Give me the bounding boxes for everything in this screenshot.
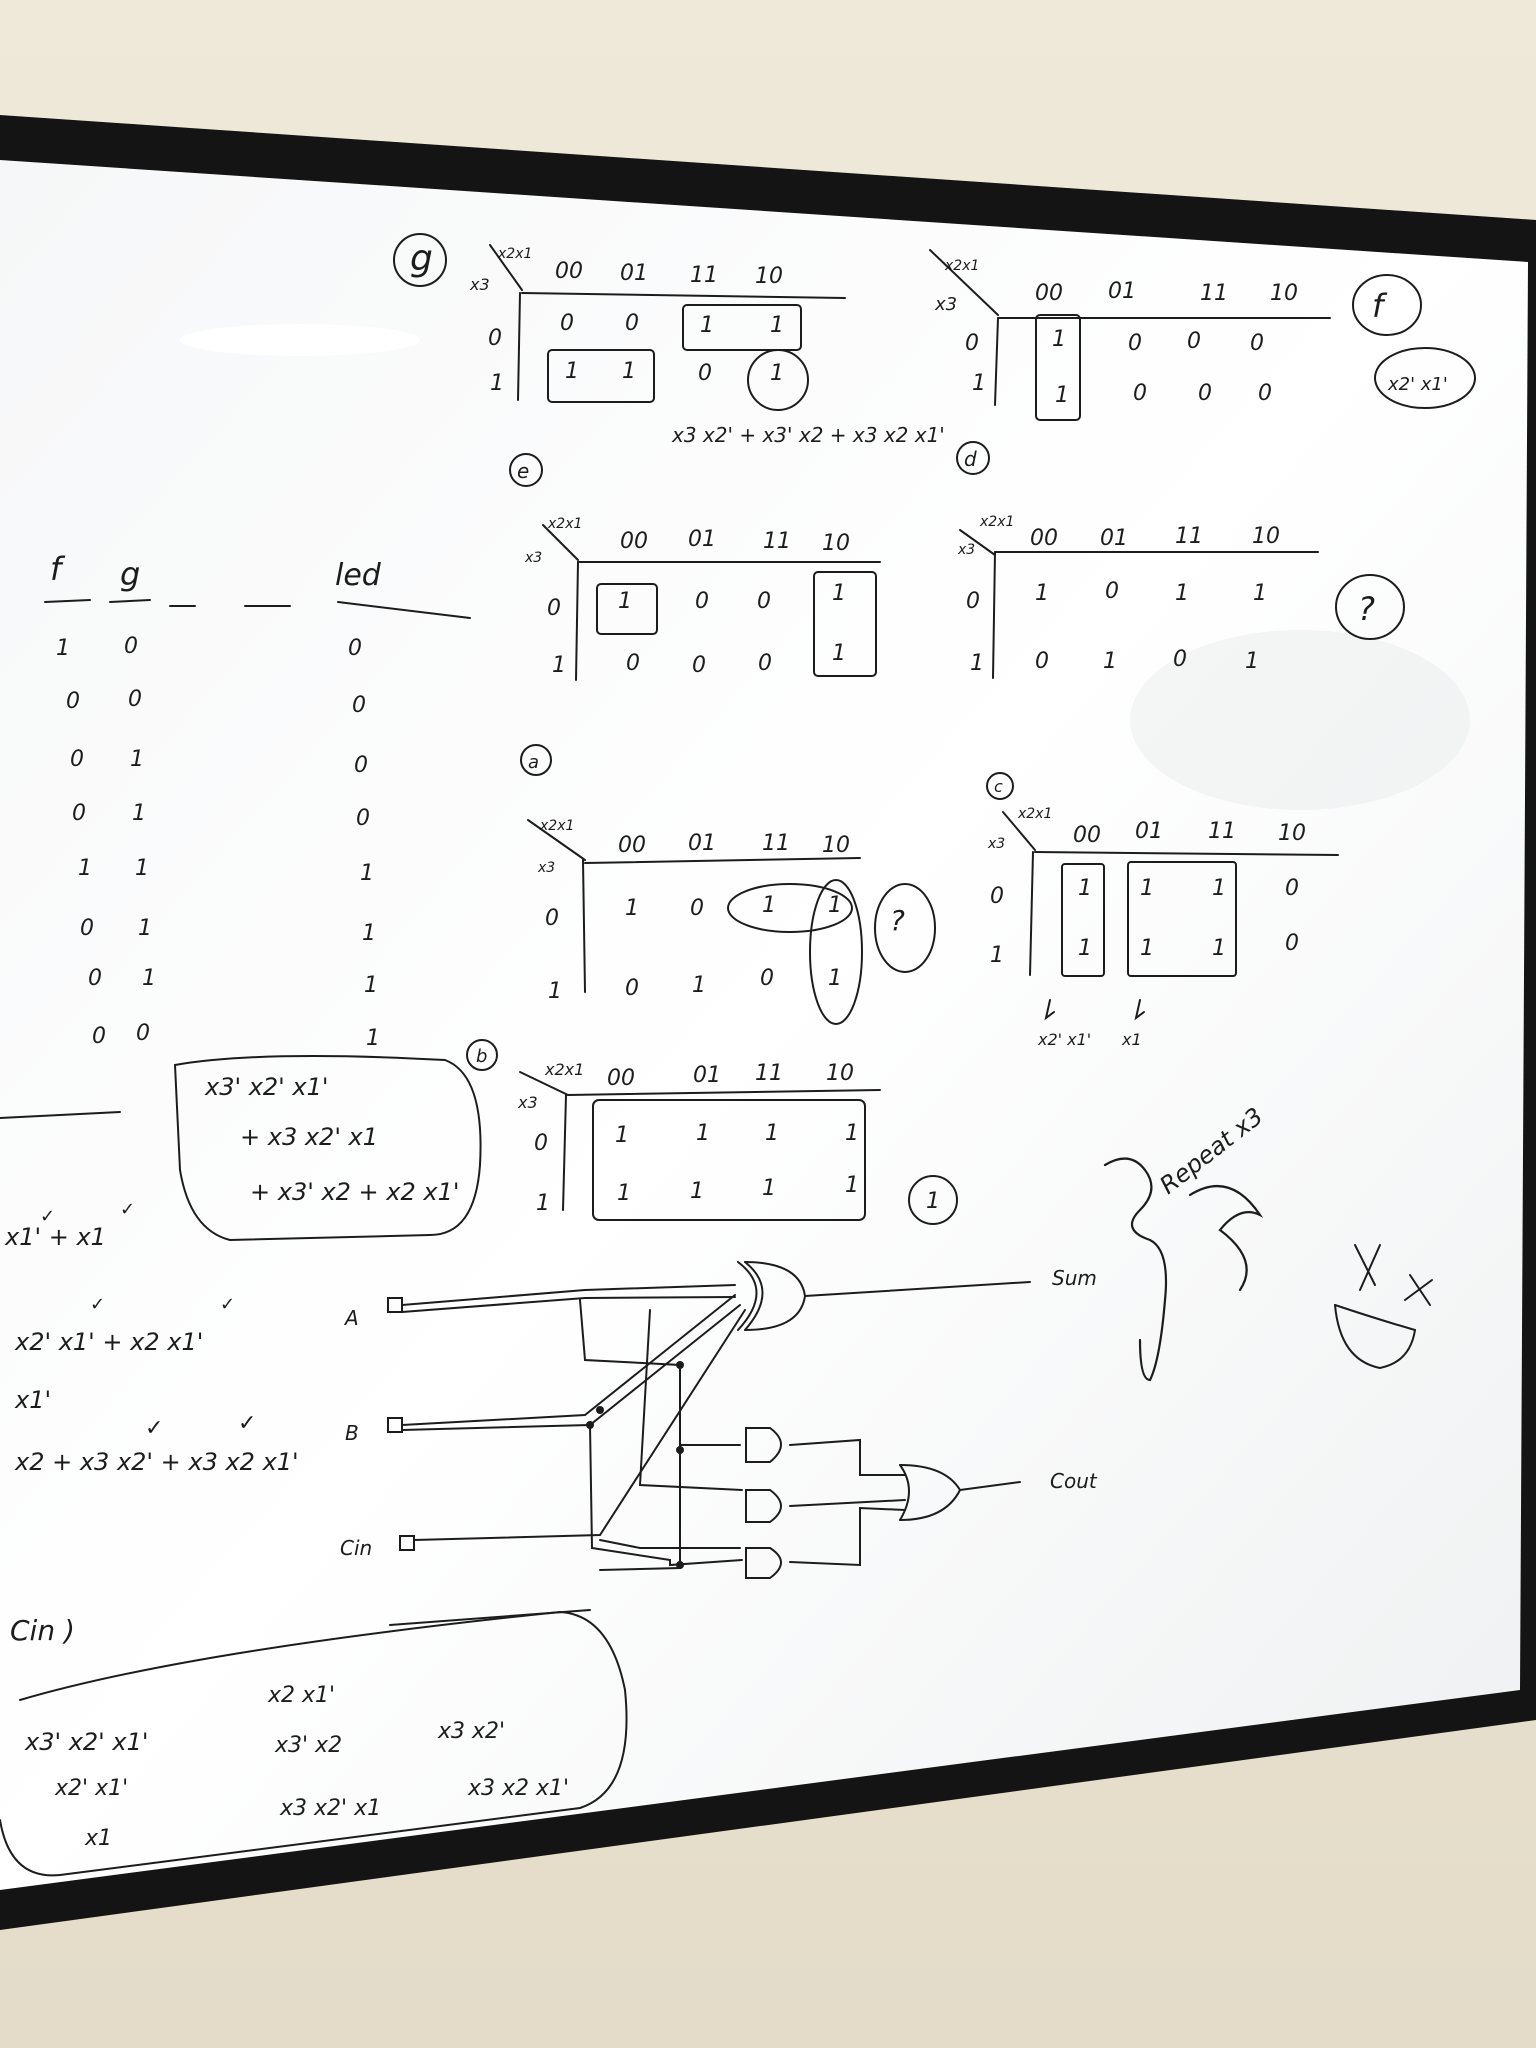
kmap-d-row-label-1: 1 (970, 651, 984, 676)
left-expression-3: x1' (15, 1386, 52, 1414)
kmap-b-cell: 1 (845, 1173, 859, 1198)
circuit-input-b: B (345, 1421, 359, 1445)
kmap-c-label: c (994, 777, 1003, 796)
kmap-a-cell: 1 (692, 973, 706, 998)
kmap-g-col-0: 00 (555, 259, 583, 284)
kmap-f-cell: 0 (1187, 329, 1201, 354)
kmap-a-col-1: 01 (688, 831, 716, 856)
boxed-expression-line-1: x3' x2' x1' (205, 1073, 329, 1101)
boxed-expression-line-2: + x3 x2' x1 (240, 1123, 379, 1151)
truth-table-header-f: f (50, 550, 62, 588)
kmap-c-cell: 1 (1078, 876, 1092, 901)
kmap-e-cell: 1 (618, 589, 632, 614)
kmap-d-row-label-0: 0 (966, 589, 980, 614)
kmap-c-col-0: 00 (1073, 823, 1101, 848)
left-expression-1: x1' + x1 (5, 1223, 106, 1251)
circuit-output-cout: Cout (1050, 1469, 1097, 1493)
kmap-g-cell: 0 (625, 311, 639, 336)
svg-text:✓: ✓ (40, 1206, 56, 1227)
kmap-d-label: d (964, 447, 977, 471)
kmap-e-corner-row: x3 (525, 550, 543, 566)
kmap-d-cell: 0 (1105, 579, 1119, 604)
kmap-a-label: a (528, 752, 540, 773)
truth-table-g-cell: 1 (142, 966, 156, 991)
kmap-d-col-0: 00 (1030, 526, 1058, 551)
kmap-a-corner-row: x3 (538, 860, 556, 876)
kmap-g-col-2: 11 (690, 263, 718, 288)
kmap-d-cell: 1 (1245, 649, 1259, 674)
kmap-d-corner-row: x3 (958, 542, 976, 558)
truth-table-led-cell: 0 (352, 693, 366, 718)
kmap-d-col-1: 01 (1100, 526, 1128, 551)
boxed-expression-line-3: + x3' x2 + x2 x1' (250, 1178, 460, 1206)
truth-table-f-cell: 0 (66, 689, 80, 714)
truth-table-g-cell: 1 (132, 801, 146, 826)
kmap-g-label: g (410, 238, 433, 279)
kmap-a-cell: 1 (828, 966, 842, 991)
kmap-e-col-1: 01 (688, 527, 716, 552)
truth-table-f-cell: 0 (92, 1024, 106, 1049)
kmap-f-row-label-0: 0 (965, 331, 979, 356)
kmap-f-cell: 0 (1258, 381, 1272, 406)
kmap-e-label: e (517, 459, 530, 483)
kmap-b-col-3: 10 (826, 1061, 854, 1086)
kmap-d-cell: 1 (1103, 649, 1117, 674)
svg-text:✓: ✓ (238, 1411, 257, 1436)
kmap-g-corner-col: x2x1 (498, 246, 533, 262)
kmap-g-cell: 0 (560, 311, 574, 336)
kmap-f-cell: 0 (1128, 331, 1142, 356)
kmap-c-cell: 1 (1078, 936, 1092, 961)
kmap-b-cell: 1 (762, 1176, 776, 1201)
left-expression-2: x2' x1' + x2 x1' (15, 1328, 204, 1356)
truth-table-f-cell: 0 (80, 916, 94, 941)
kmap-c-row-label-0: 0 (990, 884, 1004, 909)
kmap-g-col-3: 10 (755, 264, 783, 289)
kmap-a-cell: 1 (762, 893, 776, 918)
kmap-a-cell: 1 (828, 893, 842, 918)
kmap-g-expression: x3 x2' + x3' x2 + x3 x2 x1' (672, 423, 945, 447)
kmap-c-cell: 0 (1285, 931, 1299, 956)
kmap-f-cell: 1 (1055, 383, 1069, 408)
truth-table-header-g: g (120, 555, 141, 593)
truth-table-led-cell: 1 (362, 921, 376, 946)
kmap-d-cell: 1 (1175, 581, 1189, 606)
kmap-d-cell: 1 (1035, 581, 1049, 606)
kmap-d-cell: 0 (1173, 647, 1187, 672)
kmap-a-question-mark: ? (890, 904, 905, 937)
kmap-d-corner-col: x2x1 (980, 514, 1015, 530)
kmap-e-cell: 0 (757, 589, 771, 614)
kmap-d-cell: 0 (1035, 649, 1049, 674)
kmap-b-col-2: 11 (755, 1061, 783, 1086)
kmap-f-cell: 1 (1052, 327, 1066, 352)
kmap-f-corner-row: x3 (935, 294, 958, 315)
bottom-box-col2-line1: x2 x1' (268, 1683, 336, 1708)
kmap-e-cell: 0 (758, 651, 772, 676)
kmap-e-cell: 0 (626, 651, 640, 676)
svg-text:✓: ✓ (220, 1294, 236, 1315)
repeat-note: Repeat x3 (1154, 1102, 1269, 1200)
kmap-e-cell: 1 (832, 581, 846, 606)
kmap-g-cell: 1 (565, 359, 579, 384)
kmap-a-col-2: 11 (762, 831, 790, 856)
bottom-box-col2-line3: x3 x2' x1 (280, 1796, 382, 1821)
kmap-e-cell: 1 (832, 641, 846, 666)
kmap-e-cell: 0 (692, 653, 706, 678)
kmap-g-cell: 0 (698, 361, 712, 386)
kmap-c-cell: 1 (1140, 876, 1154, 901)
kmap-d-col-2: 11 (1175, 524, 1203, 549)
truth-table-led-cell: 1 (366, 1026, 380, 1051)
kmap-b-cell: 1 (617, 1181, 631, 1206)
kmap-a-row-label-0: 0 (545, 906, 559, 931)
kmap-f-col-1: 01 (1108, 279, 1136, 304)
svg-text:✓: ✓ (145, 1416, 164, 1441)
circuit-input-cin: Cin (340, 1536, 373, 1560)
kmap-b-cell: 1 (696, 1121, 710, 1146)
bottom-box-col3-line1: x3 x2' (438, 1719, 506, 1744)
kmap-g-corner-row: x3 (470, 275, 490, 294)
kmap-g-cell: 1 (770, 313, 784, 338)
kmap-f-cell: 0 (1250, 331, 1264, 356)
kmap-c-col-3: 10 (1278, 821, 1306, 846)
truth-table-g-cell: 0 (124, 634, 138, 659)
kmap-b-result: 1 (926, 1189, 940, 1214)
circuit-output-sum: Sum (1052, 1266, 1097, 1290)
kmap-b-col-1: 01 (693, 1063, 721, 1088)
svg-text:✓: ✓ (90, 1294, 106, 1315)
kmap-c-term-2: x1 (1122, 1030, 1142, 1049)
kmap-g-cell: 1 (622, 359, 636, 384)
kmap-f-corner-col: x2x1 (945, 258, 980, 274)
board-surface (0, 160, 1528, 1890)
bottom-box-col3-line2: x3 x2 x1' (468, 1776, 570, 1801)
kmap-a-col-3: 10 (822, 833, 850, 858)
kmap-c-cell: 1 (1140, 936, 1154, 961)
truth-table-led-cell: 0 (356, 806, 370, 831)
svg-text:✓: ✓ (120, 1199, 136, 1220)
kmap-a-col-0: 00 (618, 833, 646, 858)
kmap-c-term-1: x2' x1' (1038, 1030, 1092, 1049)
kmap-a-cell: 0 (760, 966, 774, 991)
cin-label: Cin ) (10, 1614, 75, 1647)
truth-table-g-cell: 1 (138, 916, 152, 941)
kmap-f-label: f (1372, 287, 1384, 325)
kmap-e-corner-col: x2x1 (548, 516, 583, 532)
truth-table-led-cell: 1 (360, 861, 374, 886)
kmap-e-row-label-0: 0 (547, 596, 561, 621)
kmap-c-col-2: 11 (1208, 819, 1236, 844)
kmap-e-col-0: 00 (620, 529, 648, 554)
kmap-f-cell: 0 (1133, 381, 1147, 406)
kmap-a-cell: 0 (690, 896, 704, 921)
bottom-box-col1-line1: x3' x2' x1' (25, 1728, 149, 1756)
kmap-a-corner-col: x2x1 (540, 818, 575, 834)
kmap-b-corner-col: x2x1 (545, 1060, 585, 1079)
kmap-f-col-2: 11 (1200, 281, 1228, 306)
bottom-box-col1-line3: x1 (85, 1826, 113, 1851)
kmap-b-cell: 1 (765, 1121, 779, 1146)
kmap-c-cell: 1 (1212, 876, 1226, 901)
kmap-c-cell: 0 (1285, 876, 1299, 901)
kmap-b-corner-row: x3 (518, 1093, 538, 1112)
kmap-e-col-2: 11 (763, 529, 791, 554)
kmap-d-cell: 1 (1253, 581, 1267, 606)
kmap-b-cell: 1 (690, 1179, 704, 1204)
truth-table-f-cell: 0 (72, 801, 86, 826)
kmap-d-col-3: 10 (1252, 524, 1280, 549)
kmap-b-cell: 1 (845, 1121, 859, 1146)
kmap-a-row-label-1: 1 (548, 979, 562, 1004)
kmap-a-cell: 1 (625, 896, 639, 921)
kmap-f-row-label-1: 1 (972, 371, 986, 396)
kmap-e-row-label-1: 1 (552, 653, 566, 678)
kmap-g-cell: 1 (700, 313, 714, 338)
kmap-f-cell: 0 (1198, 381, 1212, 406)
kmap-a-cell: 0 (625, 976, 639, 1001)
truth-table-g-cell: 1 (130, 747, 144, 772)
kmap-d-question-mark: ? (1358, 590, 1375, 628)
truth-table-led-cell: 1 (364, 973, 378, 998)
truth-table-f-cell: 1 (78, 856, 92, 881)
kmap-g-cell: 1 (770, 361, 784, 386)
kmap-f-col-0: 00 (1035, 281, 1063, 306)
kmap-c-corner-col: x2x1 (1018, 806, 1053, 822)
circuit-input-a: A (345, 1306, 359, 1330)
kmap-b-cell: 1 (615, 1123, 629, 1148)
kmap-f-expression: x2' x1' (1388, 374, 1448, 395)
truth-table-f-cell: 1 (56, 636, 70, 661)
truth-table-led-cell: 0 (354, 753, 368, 778)
kmap-b-row-label-0: 0 (534, 1131, 548, 1156)
kmap-c-corner-row: x3 (988, 836, 1006, 852)
kmap-c-cell: 1 (1212, 936, 1226, 961)
kmap-c-row-label-1: 1 (990, 943, 1004, 968)
truth-table-f-cell: 0 (88, 966, 102, 991)
left-expression-4: x2 + x3 x2' + x3 x2 x1' (15, 1448, 299, 1476)
kmap-e-col-3: 10 (822, 531, 850, 556)
truth-table-g-cell: 0 (136, 1021, 150, 1046)
truth-table-header-led: led (335, 558, 381, 593)
truth-table-g-cell: 0 (128, 687, 142, 712)
truth-table-f-cell: 0 (70, 747, 84, 772)
kmap-b-label: b (476, 1046, 488, 1067)
kmap-g-col-1: 01 (620, 261, 648, 286)
truth-table-g-cell: 1 (135, 856, 149, 881)
kmap-b-row-label-1: 1 (536, 1191, 550, 1216)
kmap-g-row-label-1: 1 (490, 371, 504, 396)
kmap-e-cell: 0 (695, 589, 709, 614)
truth-table-led-cell: 0 (348, 636, 362, 661)
kmap-c-col-1: 01 (1135, 819, 1163, 844)
bottom-box-col2-line2: x3' x2 (275, 1733, 343, 1758)
kmap-f-col-3: 10 (1270, 281, 1298, 306)
kmap-b-col-0: 00 (607, 1066, 635, 1091)
bottom-box-col1-line2: x2' x1' (55, 1776, 129, 1801)
kmap-g-row-label-0: 0 (488, 326, 502, 351)
